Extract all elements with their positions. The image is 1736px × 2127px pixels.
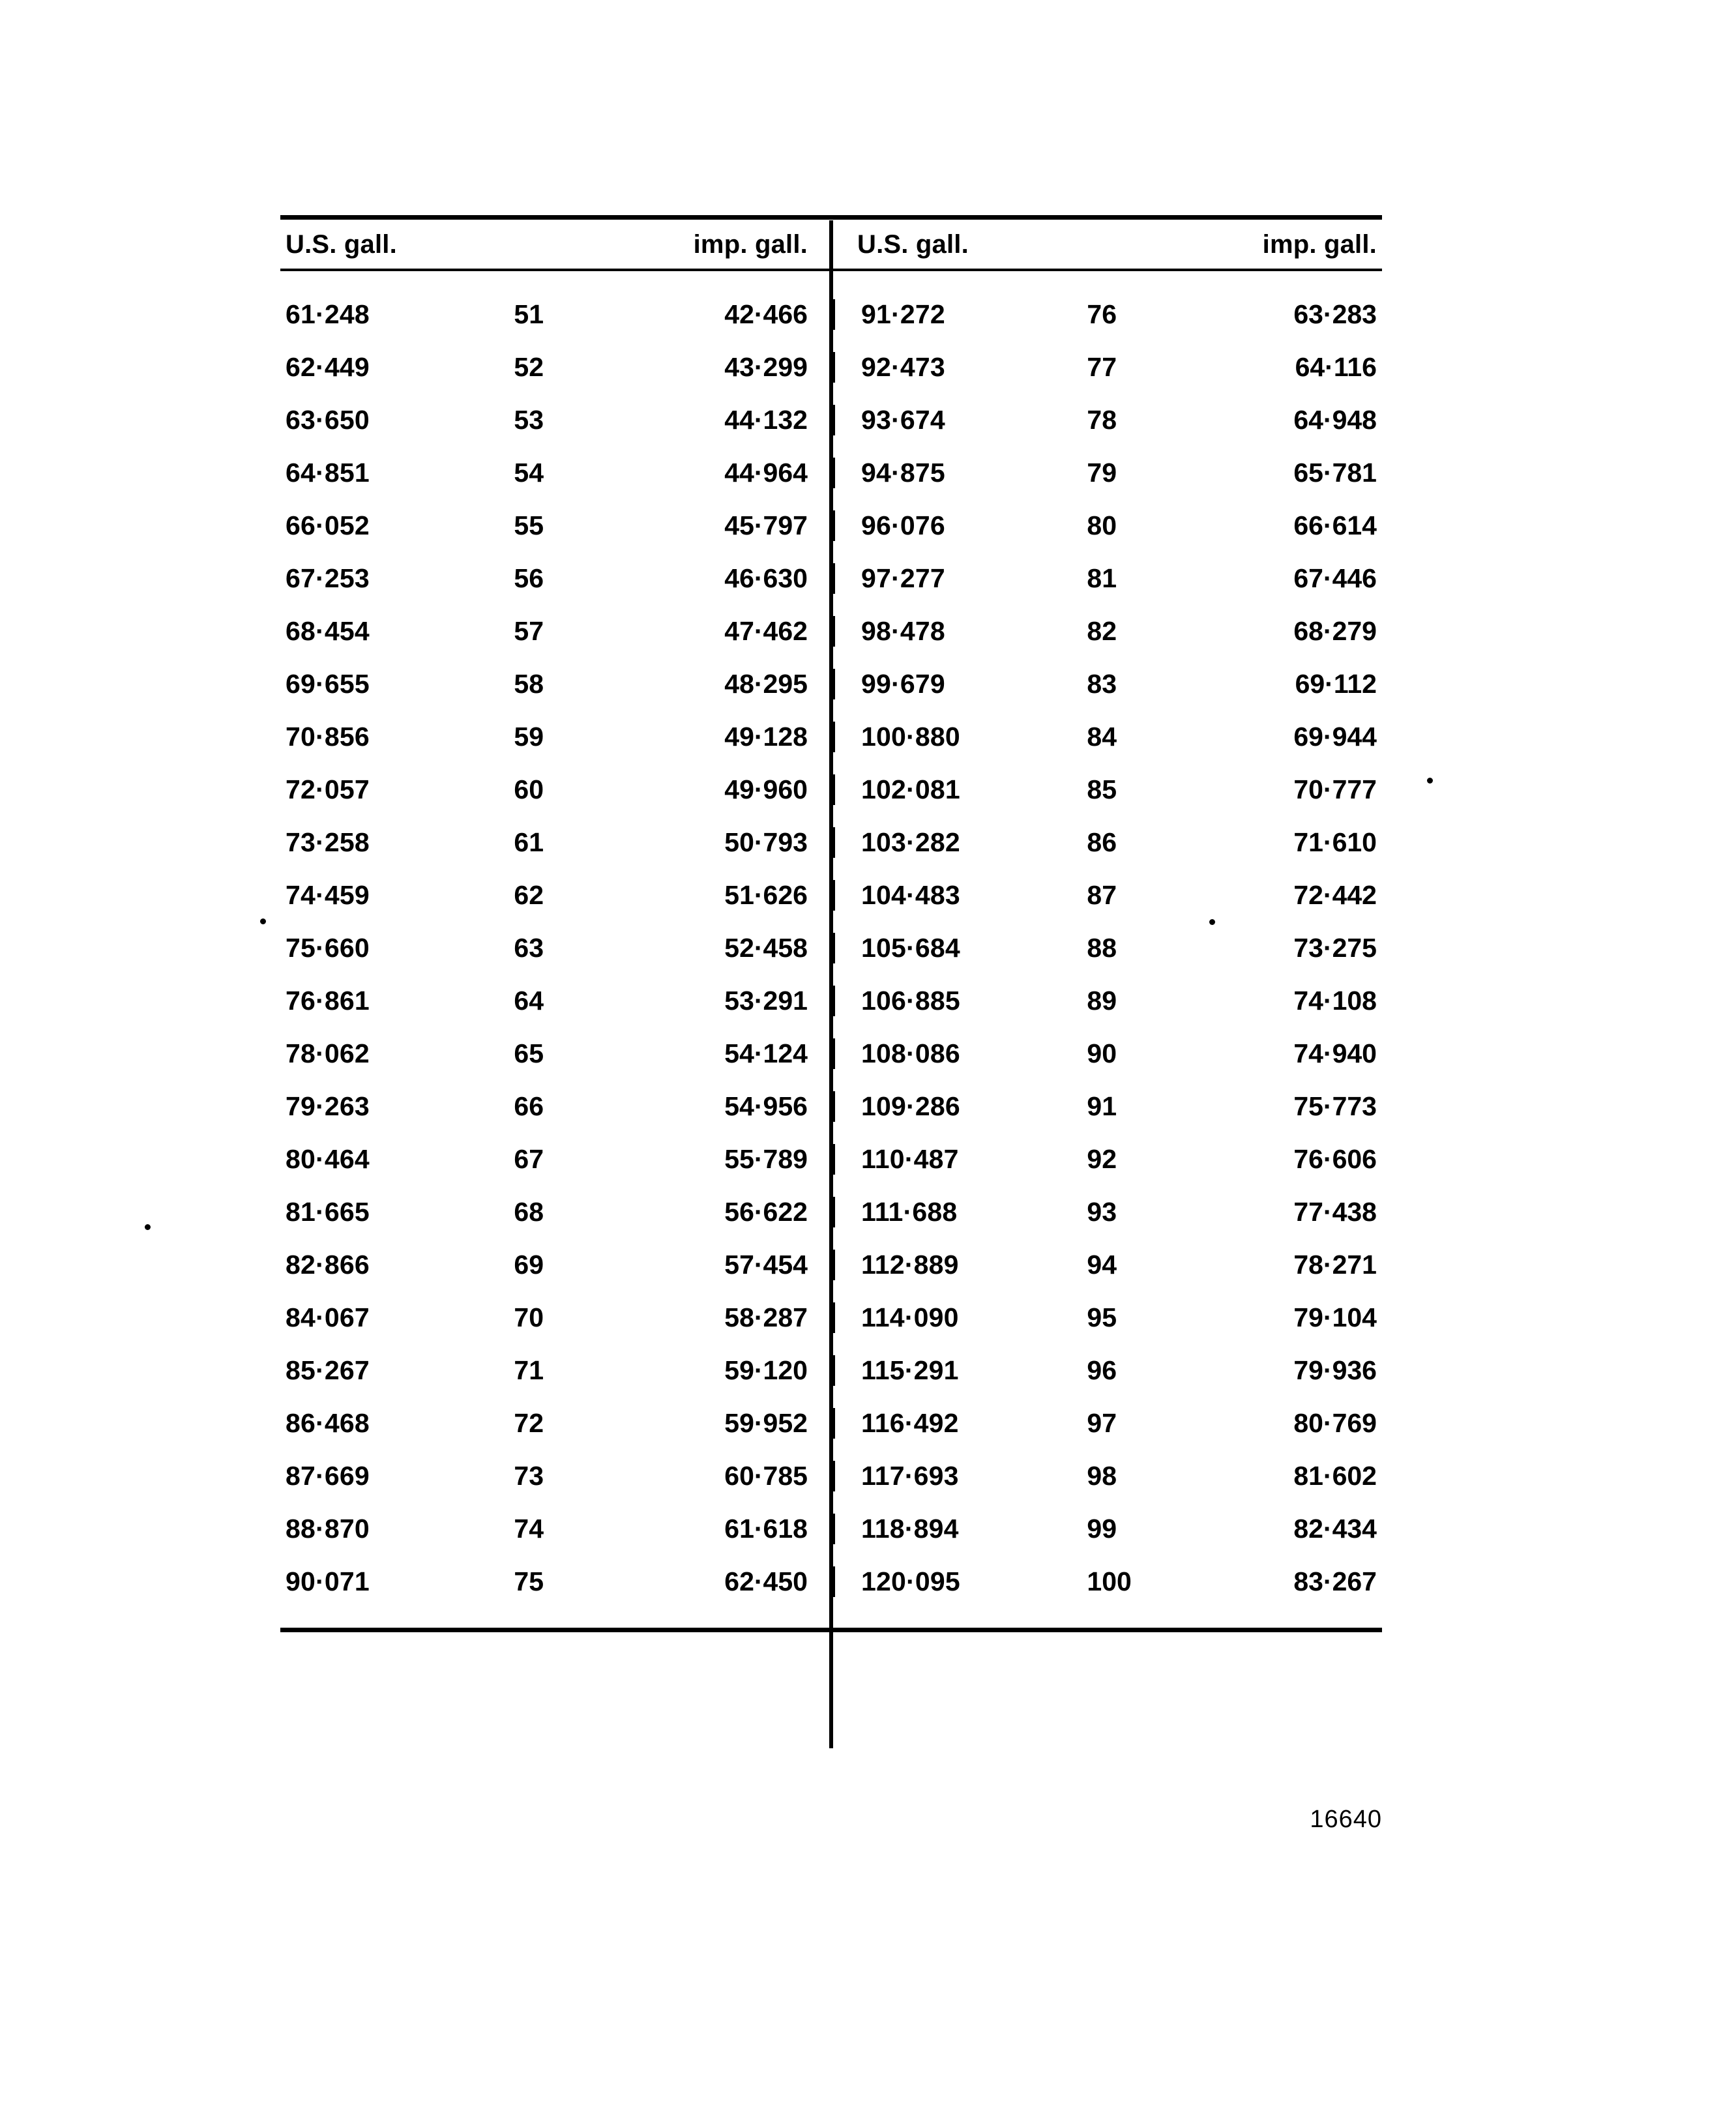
table-row-half [831, 1038, 1382, 1069]
cell-imp-gall: 48·295 [724, 669, 808, 699]
table-row-half [831, 1144, 1382, 1175]
table-row-half [831, 1461, 1382, 1491]
cell-us-gall: 67·253 [286, 563, 370, 593]
cell-imp-gall: 61·618 [724, 1514, 808, 1544]
table-row-half [831, 880, 1382, 911]
cell-index: 69 [514, 1250, 544, 1280]
cell-us-gall: 94·875 [861, 458, 945, 488]
cell-us-gall: 63·650 [286, 405, 370, 435]
cell-index: 60 [514, 774, 544, 804]
table-row-half [831, 1091, 1382, 1122]
table-row-half [280, 299, 831, 330]
cell-index: 100 [1087, 1566, 1132, 1596]
cell-imp-gall: 59·952 [724, 1408, 808, 1438]
cell-imp-gall: 43·299 [724, 352, 808, 382]
header-imp-gall-left: imp. gall. [693, 230, 808, 259]
cell-us-gall: 90·071 [286, 1566, 370, 1596]
cell-imp-gall: 59·120 [724, 1355, 808, 1385]
cell-imp-gall: 80·769 [1293, 1408, 1377, 1438]
cell-imp-gall: 49·128 [724, 722, 808, 752]
table-top-rule [280, 215, 1382, 220]
table-row-half [280, 616, 831, 647]
cell-index: 95 [1087, 1302, 1117, 1332]
cell-us-gall: 104·483 [861, 880, 960, 910]
cell-index: 87 [1087, 880, 1117, 910]
cell-index: 53 [514, 405, 544, 435]
table-row-half [280, 1197, 831, 1227]
table-row-half [831, 352, 1382, 383]
page-number: 16640 [1310, 1806, 1382, 1833]
cell-imp-gall: 53·291 [724, 986, 808, 1016]
cell-imp-gall: 78·271 [1293, 1250, 1377, 1280]
cell-imp-gall: 65·781 [1293, 458, 1377, 488]
cell-imp-gall: 54·124 [724, 1038, 808, 1068]
table-vertical-divider [829, 220, 833, 1748]
cell-us-gall: 62·449 [286, 352, 370, 382]
cell-index: 52 [514, 352, 544, 382]
cell-index: 90 [1087, 1038, 1117, 1068]
cell-imp-gall: 45·797 [724, 510, 808, 540]
cell-imp-gall: 62·450 [724, 1566, 808, 1596]
cell-index: 61 [514, 827, 544, 857]
cell-us-gall: 84·067 [286, 1302, 370, 1332]
cell-index: 91 [1087, 1091, 1117, 1121]
print-speck [1209, 919, 1215, 925]
table-row-half [280, 1302, 831, 1333]
cell-index: 98 [1087, 1461, 1117, 1491]
cell-index: 66 [514, 1091, 544, 1121]
cell-index: 88 [1087, 933, 1117, 963]
table-row-half [831, 1302, 1382, 1333]
cell-us-gall: 61·248 [286, 299, 370, 329]
cell-us-gall: 110·487 [861, 1144, 959, 1174]
cell-index: 99 [1087, 1514, 1117, 1544]
cell-us-gall: 106·885 [861, 986, 960, 1016]
table-row-half [831, 669, 1382, 699]
cell-index: 75 [514, 1566, 544, 1596]
cell-index: 85 [1087, 774, 1117, 804]
cell-index: 68 [514, 1197, 544, 1227]
cell-us-gall: 66·052 [286, 510, 370, 540]
cell-us-gall: 76·861 [286, 986, 370, 1016]
cell-index: 76 [1087, 299, 1117, 329]
table-row-half [280, 1355, 831, 1386]
cell-index: 80 [1087, 510, 1117, 540]
cell-us-gall: 82·866 [286, 1250, 370, 1280]
cell-imp-gall: 52·458 [724, 933, 808, 963]
cell-imp-gall: 79·104 [1293, 1302, 1377, 1332]
cell-us-gall: 74·459 [286, 880, 370, 910]
cell-us-gall: 87·669 [286, 1461, 370, 1491]
table-row-half [280, 563, 831, 594]
header-right-half [831, 230, 1382, 259]
cell-index: 58 [514, 669, 544, 699]
cell-us-gall: 86·468 [286, 1408, 370, 1438]
cell-imp-gall: 69·112 [1295, 669, 1377, 699]
cell-index: 92 [1087, 1144, 1117, 1174]
header-us-gall-left: U.S. gall. [286, 230, 397, 259]
cell-index: 81 [1087, 563, 1117, 593]
cell-index: 73 [514, 1461, 544, 1491]
cell-imp-gall: 67·446 [1293, 563, 1377, 593]
cell-us-gall: 69·655 [286, 669, 370, 699]
cell-index: 59 [514, 722, 544, 752]
cell-us-gall: 116·492 [861, 1408, 959, 1438]
table-row-half [831, 986, 1382, 1016]
cell-us-gall: 115·291 [861, 1355, 959, 1385]
cell-index: 78 [1087, 405, 1117, 435]
cell-us-gall: 79·263 [286, 1091, 370, 1121]
cell-imp-gall: 44·964 [724, 458, 808, 488]
cell-imp-gall: 68·279 [1293, 616, 1377, 646]
cell-index: 72 [514, 1408, 544, 1438]
cell-index: 77 [1087, 352, 1117, 382]
table-row-half [280, 1250, 831, 1280]
table-row-half [280, 352, 831, 383]
cell-imp-gall: 57·454 [724, 1250, 808, 1280]
cell-imp-gall: 77·438 [1293, 1197, 1377, 1227]
cell-imp-gall: 71·610 [1293, 827, 1377, 857]
table-row-half [831, 1355, 1382, 1386]
table-row-half [280, 827, 831, 858]
cell-us-gall: 70·856 [286, 722, 370, 752]
table-row-half [831, 774, 1382, 805]
cell-us-gall: 73·258 [286, 827, 370, 857]
cell-index: 54 [514, 458, 544, 488]
cell-index: 70 [514, 1302, 544, 1332]
cell-us-gall: 85·267 [286, 1355, 370, 1385]
table-row-half [280, 1566, 831, 1597]
table-row-half [831, 1250, 1382, 1280]
cell-us-gall: 91·272 [861, 299, 945, 329]
table-row-half [831, 458, 1382, 488]
cell-index: 97 [1087, 1408, 1117, 1438]
cell-us-gall: 108·086 [861, 1038, 960, 1068]
cell-us-gall: 103·282 [861, 827, 960, 857]
cell-index: 79 [1087, 458, 1117, 488]
cell-us-gall: 111·688 [861, 1197, 958, 1227]
cell-imp-gall: 74·940 [1293, 1038, 1377, 1068]
cell-imp-gall: 66·614 [1293, 510, 1377, 540]
table-row-half [280, 1514, 831, 1544]
cell-imp-gall: 63·283 [1293, 299, 1377, 329]
cell-index: 93 [1087, 1197, 1117, 1227]
cell-index: 51 [514, 299, 544, 329]
cell-index: 84 [1087, 722, 1117, 752]
cell-us-gall: 112·889 [861, 1250, 959, 1280]
header-spacer-left [494, 230, 630, 259]
cell-imp-gall: 54·956 [724, 1091, 808, 1121]
cell-us-gall: 114·090 [861, 1302, 959, 1332]
cell-us-gall: 118·894 [861, 1514, 959, 1544]
table-row-half [280, 669, 831, 699]
cell-us-gall: 109·286 [861, 1091, 960, 1121]
cell-us-gall: 93·674 [861, 405, 945, 435]
cell-index: 96 [1087, 1355, 1117, 1385]
cell-imp-gall: 42·466 [724, 299, 808, 329]
cell-imp-gall: 64·116 [1295, 352, 1377, 382]
cell-us-gall: 75·660 [286, 933, 370, 963]
cell-us-gall: 92·473 [861, 352, 945, 382]
table-row-half [831, 405, 1382, 435]
table-row-half [280, 933, 831, 963]
cell-imp-gall: 73·275 [1293, 933, 1377, 963]
table-row-half [831, 1566, 1382, 1597]
cell-index: 83 [1087, 669, 1117, 699]
cell-us-gall: 88·870 [286, 1514, 370, 1544]
print-speck [1427, 778, 1433, 784]
table-row-half [831, 299, 1382, 330]
table-row-half [280, 1144, 831, 1175]
cell-index: 67 [514, 1144, 544, 1174]
cell-index: 63 [514, 933, 544, 963]
table-row-half [280, 405, 831, 435]
cell-us-gall: 120·095 [861, 1566, 960, 1596]
table-row-half [831, 1514, 1382, 1544]
cell-imp-gall: 75·773 [1293, 1091, 1377, 1121]
cell-us-gall: 81·665 [286, 1197, 370, 1227]
table-row-half [831, 827, 1382, 858]
cell-imp-gall: 44·132 [724, 405, 808, 435]
cell-index: 82 [1087, 616, 1117, 646]
cell-index: 74 [514, 1514, 544, 1544]
cell-imp-gall: 69·944 [1293, 722, 1377, 752]
cell-imp-gall: 46·630 [724, 563, 808, 593]
table-row-half [831, 510, 1382, 541]
table-row-half [280, 722, 831, 752]
cell-index: 89 [1087, 986, 1117, 1016]
table-row-half [831, 616, 1382, 647]
cell-imp-gall: 60·785 [724, 1461, 808, 1491]
print-speck [260, 918, 266, 924]
cell-us-gall: 78·062 [286, 1038, 370, 1068]
cell-us-gall: 102·081 [861, 774, 960, 804]
cell-index: 57 [514, 616, 544, 646]
cell-imp-gall: 72·442 [1293, 880, 1377, 910]
cell-imp-gall: 58·287 [724, 1302, 808, 1332]
cell-index: 94 [1087, 1250, 1117, 1280]
cell-imp-gall: 74·108 [1293, 986, 1377, 1016]
cell-us-gall: 72·057 [286, 774, 370, 804]
table-row-half [280, 1091, 831, 1122]
cell-index: 62 [514, 880, 544, 910]
header-left-half [280, 230, 831, 259]
table-row-half [280, 774, 831, 805]
cell-us-gall: 99·679 [861, 669, 945, 699]
table-row-half [280, 986, 831, 1016]
cell-us-gall: 80·464 [286, 1144, 370, 1174]
table-row-half [280, 458, 831, 488]
cell-imp-gall: 49·960 [724, 774, 808, 804]
table-row-half [831, 933, 1382, 963]
cell-imp-gall: 51·626 [724, 880, 808, 910]
cell-imp-gall: 81·602 [1293, 1461, 1377, 1491]
cell-imp-gall: 83·267 [1293, 1566, 1377, 1596]
cell-imp-gall: 50·793 [724, 827, 808, 857]
cell-imp-gall: 47·462 [724, 616, 808, 646]
table-row-half [831, 563, 1382, 594]
cell-index: 56 [514, 563, 544, 593]
cell-us-gall: 117·693 [861, 1461, 959, 1491]
table-row-half [280, 1408, 831, 1439]
cell-us-gall: 105·684 [861, 933, 960, 963]
cell-us-gall: 96·076 [861, 510, 945, 540]
cell-imp-gall: 55·789 [724, 1144, 808, 1174]
table-row-half [831, 1197, 1382, 1227]
table-row-half [280, 1461, 831, 1491]
cell-us-gall: 64·851 [286, 458, 370, 488]
cell-us-gall: 100·880 [861, 722, 960, 752]
table-row-half [280, 1038, 831, 1069]
cell-index: 65 [514, 1038, 544, 1068]
cell-index: 55 [514, 510, 544, 540]
cell-us-gall: 68·454 [286, 616, 370, 646]
cell-index: 71 [514, 1355, 544, 1385]
table-row-half [280, 880, 831, 911]
cell-imp-gall: 76·606 [1293, 1144, 1377, 1174]
cell-index: 64 [514, 986, 544, 1016]
cell-imp-gall: 56·622 [724, 1197, 808, 1227]
cell-index: 86 [1087, 827, 1117, 857]
cell-us-gall: 98·478 [861, 616, 945, 646]
cell-imp-gall: 70·777 [1293, 774, 1377, 804]
cell-us-gall: 97·277 [861, 563, 945, 593]
header-imp-gall-right: imp. gall. [1262, 230, 1377, 259]
print-speck [145, 1224, 151, 1230]
table-row-half [831, 722, 1382, 752]
cell-imp-gall: 82·434 [1293, 1514, 1377, 1544]
header-spacer-right [1065, 230, 1200, 259]
table-row-half [831, 1408, 1382, 1439]
table-row-half [280, 510, 831, 541]
cell-imp-gall: 64·948 [1293, 405, 1377, 435]
cell-imp-gall: 79·936 [1293, 1355, 1377, 1385]
header-us-gall-right: U.S. gall. [857, 230, 969, 259]
